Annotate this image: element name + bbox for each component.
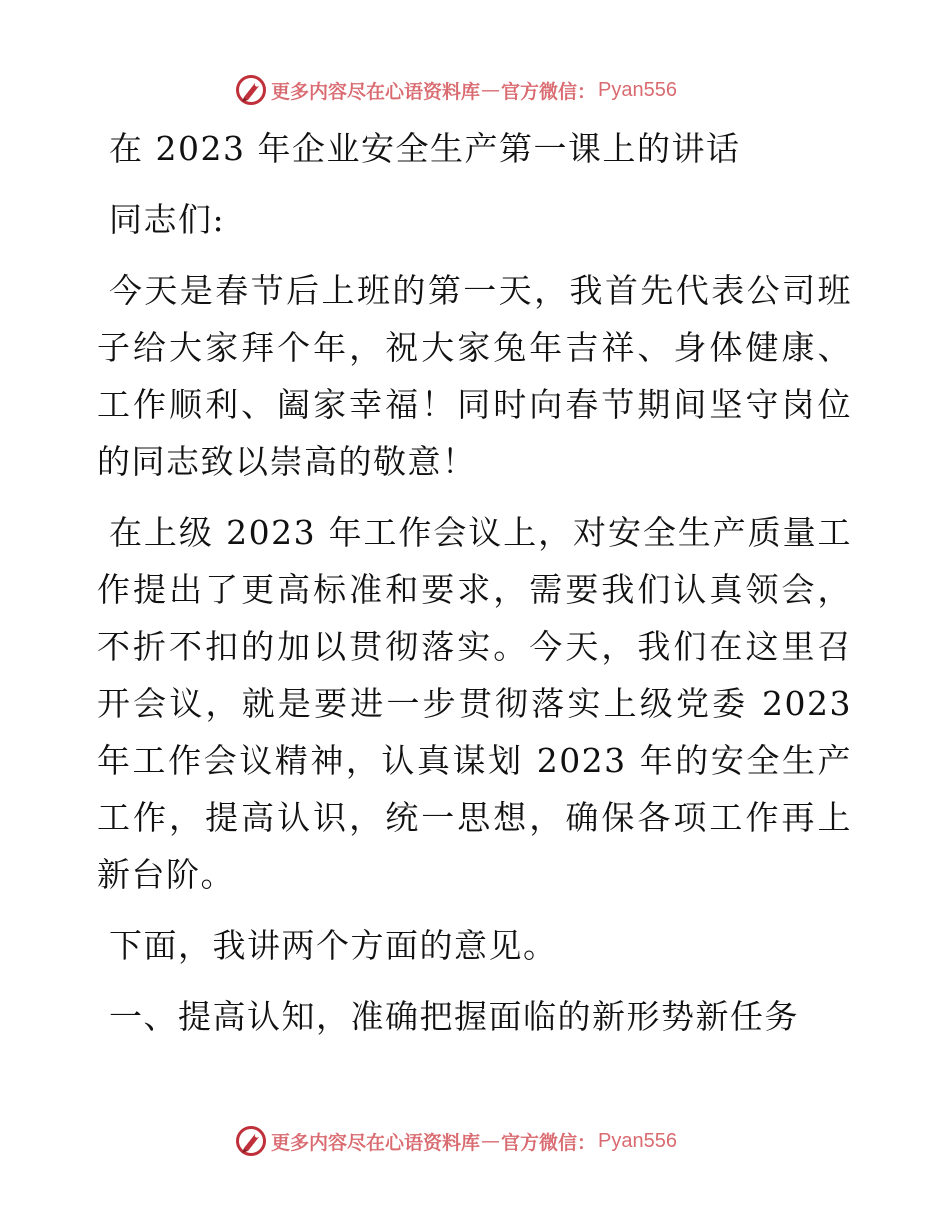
banner-wechat-id: Pyan556	[598, 78, 677, 101]
banner-official-label: 官方微信：	[501, 80, 597, 103]
bottom-watermark-banner	[235, 1123, 677, 1159]
red-circular-pen-logo-icon	[235, 1125, 267, 1157]
banner-official-label: 官方微信：	[501, 1131, 597, 1154]
section-heading: 一、提高认知，准确把握面临的新形势新任务	[109, 997, 799, 1036]
paragraph-outline: 下面，我讲两个方面的意见。	[109, 926, 558, 965]
banner-main-text: 更多内容尽在心语资料库	[271, 1131, 481, 1154]
document-title: 在 2023 年企业安全生产第一课上的讲话	[109, 129, 741, 168]
banner-wechat-id: Pyan556	[598, 1129, 677, 1152]
top-watermark-banner	[235, 72, 677, 108]
red-circular-pen-logo-icon	[235, 74, 267, 106]
banner-dash: —	[481, 1130, 501, 1152]
salutation: 同志们:	[109, 200, 226, 239]
banner-dash: —	[481, 79, 501, 101]
banner-main-text: 更多内容尽在心语资料库	[271, 80, 481, 103]
document-body	[97, 120, 852, 1045]
paragraph-meeting-purpose: 在上级 2023 年工作会议上，对安全生产质量工作提出了更高标准和要求，需要我们认真领会，不折不扣的加以贯彻落实。今天，我们在这里召开会议，就是要进一步贯彻落实上级党委 2023 年工作会议精神，认真谋划 2023 年的安全生产工作，提高认识，统一思想，确保各项工作再上新台阶。	[97, 513, 852, 894]
paragraph-greeting: 今天是春节后上班的第一天，我首先代表公司班子给大家拜个年，祝大家兔年吉祥、身体健康、工作顺利、阖家幸福！同时向春节期间坚守岗位的同志致以崇高的敬意！	[97, 271, 852, 481]
